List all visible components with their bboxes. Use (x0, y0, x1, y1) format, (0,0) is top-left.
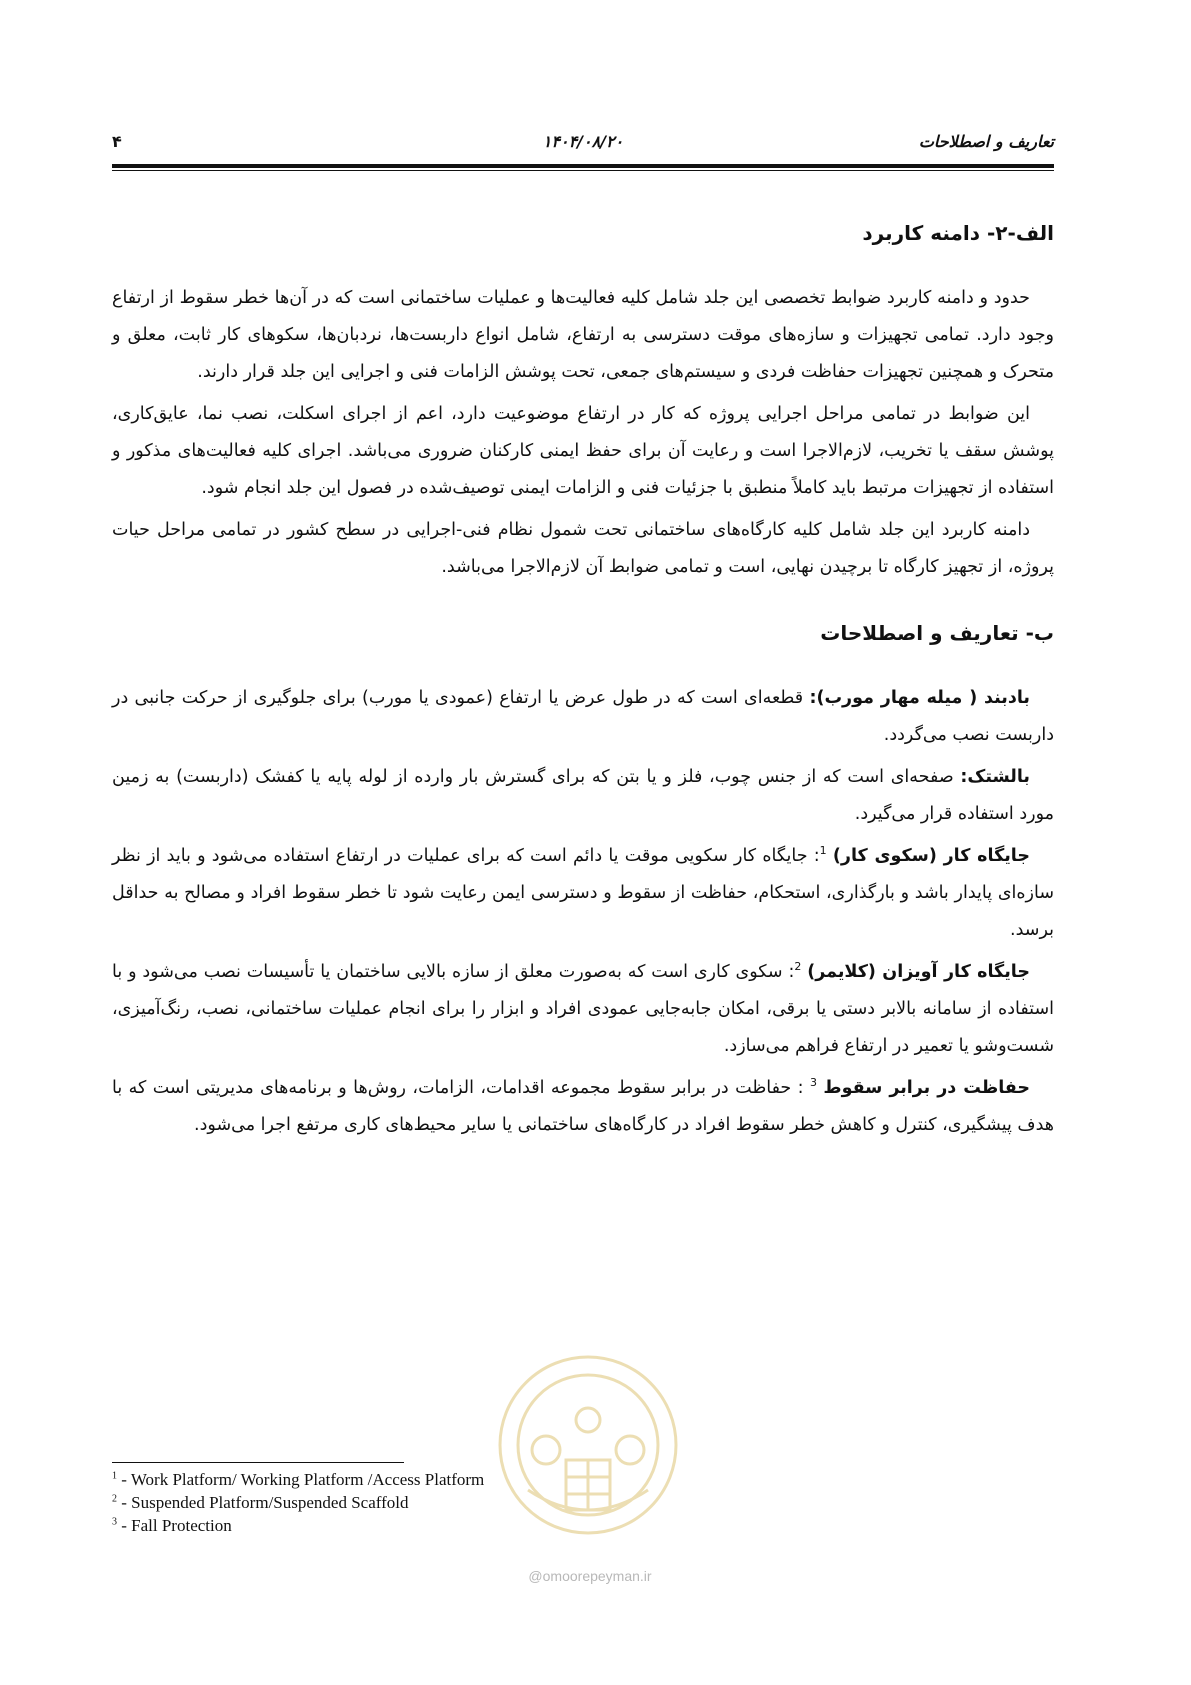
footnote-text: - Work Platform/ Working Platform /Access Platform (117, 1470, 485, 1489)
definition-item (112, 759, 1054, 833)
definition-item (112, 954, 1054, 1065)
scope-paragraph-2: این ضوابط در تمامی مراحل اجرایی پروژه که کار در ارتفاع موضوعیت دارد، اعم از اجرای اسکلت، نصب نما، عایق‌کاری، پوشش سقف یا تخریب، لازم‌الاجرا است و رعایت آن برای حفظ ایمنی کارکنان ضروری می‌باشد. اجرای کلیه فعالیت‌های مذکور و استفاده از تجهیزات مرتبط باید کاملاً منطبق با جزئیات فنی و الزامات ایمنی توصیف‌شده در فصول این جلد انجام شود. (112, 404, 1054, 498)
footnote-text: - Fall Protection (117, 1516, 232, 1535)
header-divider (112, 164, 1054, 168)
definition-term: حفاظت در برابر سقوط (823, 1078, 1030, 1098)
definition-text: : حفاظت در برابر سقوط مجموعه اقدامات، الزامات، روش‌ها و برنامه‌های مدیریتی است که با هدف پیشگیری، کنترل و کاهش خطر سقوط افراد در کارگاه‌های ساختمانی یا سایر محیط‌های کاری مرتفع اجرا می‌شود. (112, 1078, 1054, 1135)
definitions-heading: ب- تعاریف و اصطلاحات (820, 621, 1054, 645)
footnote-number: 1 (112, 1470, 117, 1482)
definition-text: صفحه‌ای است که از جنس چوب، فلز و یا بتن که برای گسترش بار وارده از لوله پایه یا کفشک (داربست) به زمین مورد استفاده قرار می‌گیرد. (112, 767, 1054, 824)
footnote-number: 2 (112, 1493, 117, 1505)
definition-term: بادبند ( میله مهار مورب): (809, 688, 1030, 708)
footnotes (112, 1468, 712, 1537)
definition-item (112, 838, 1054, 949)
footnote-ref[interactable]: 2 (794, 960, 802, 974)
page-header (112, 128, 1054, 158)
scope-heading: الف-۲- دامنه کاربرد (862, 221, 1054, 245)
footnote-ref[interactable]: 1 (819, 844, 827, 858)
scope-paragraph-3: دامنه کاربرد این جلد شامل کلیه کارگاه‌های ساختمانی تحت شمول نظام فنی-اجرایی در سطح کشور در تمامی مراحل حیات پروژه، از تجهیز کارگاه تا برچیدن نهایی، است و تمامی ضوابط آن لازم‌الاجرا می‌باشد. (112, 520, 1054, 577)
footnote-item (112, 1491, 712, 1514)
main-content (112, 218, 1054, 1149)
scope-paragraph-1: حدود و دامنه کاربرد ضوابط تخصصی این جلد شامل کلیه فعالیت‌ها و عملیات ساختمانی است که در آن‌ها خطر سقوط از ارتفاع وجود دارد. تمامی تجهیزات و سازه‌های موقت دسترسی به ارتفاع، شامل انواع داربست‌ها، نردبان‌ها، سکوهای کار ثابت، معلق و متحرک و همچنین تجهیزات حفاظت فردی و سیستم‌های جمعی، تحت پوشش الزامات فنی و اجرایی این جلد قرار دارند. (112, 288, 1054, 382)
definition-text: : جایگاه کار سکویی موقت یا دائم است که برای عملیات در ارتفاع استفاده می‌شود و باید از نظر سازه‌ای پایدار باشد و بارگذاری، استحکام، حفاظت از سقوط و دسترسی ایمن رعایت شود تا خطر سقوط افراد و مصالح به حداقل برسد. (112, 846, 1054, 940)
footnote-divider (112, 1462, 404, 1463)
footnote-text: - Suspended Platform/Suspended Scaffold (117, 1493, 409, 1512)
definition-text: قطعه‌ای است که در طول عرض یا ارتفاع (عمودی یا مورب) برای جلوگیری از حرکت جانبی در داربست نصب می‌گردد. (112, 688, 1054, 745)
footnote-number: 3 (112, 1516, 117, 1528)
definition-term: جایگاه کار (سکوی کار) (832, 846, 1030, 866)
definition-term: جایگاه کار آویزان (کلایمر) (807, 962, 1030, 982)
footnote-ref[interactable]: 3 (810, 1076, 817, 1090)
header-date: ۱۴۰۴/۰۸/۲۰ (542, 132, 624, 151)
footnote-item (112, 1514, 712, 1537)
header-section-title: تعاریف و اصطلاحات (918, 132, 1054, 151)
definition-item (112, 1070, 1054, 1144)
definition-term: بالشتک: (960, 767, 1030, 787)
header-divider-thin (112, 170, 1054, 171)
definition-item (112, 680, 1054, 754)
definition-text: : سکوی کاری است که به‌صورت معلق از سازه بالایی ساختمان یا تأسیسات نصب می‌شود و با استفاده از سامانه بالابر دستی یا برقی، امکان جابه‌جایی عمودی افراد و ابزار را برای انجام عملیات ساختمانی، نصب، رنگ‌آمیزی، شست‌وشو یا تعمیر در ارتفاع فراهم می‌سازد. (112, 962, 1054, 1056)
page-number: ۴ (112, 132, 122, 151)
watermark-site: @omoorepeyman.ir (528, 1568, 652, 1584)
footnote-item (112, 1468, 712, 1491)
